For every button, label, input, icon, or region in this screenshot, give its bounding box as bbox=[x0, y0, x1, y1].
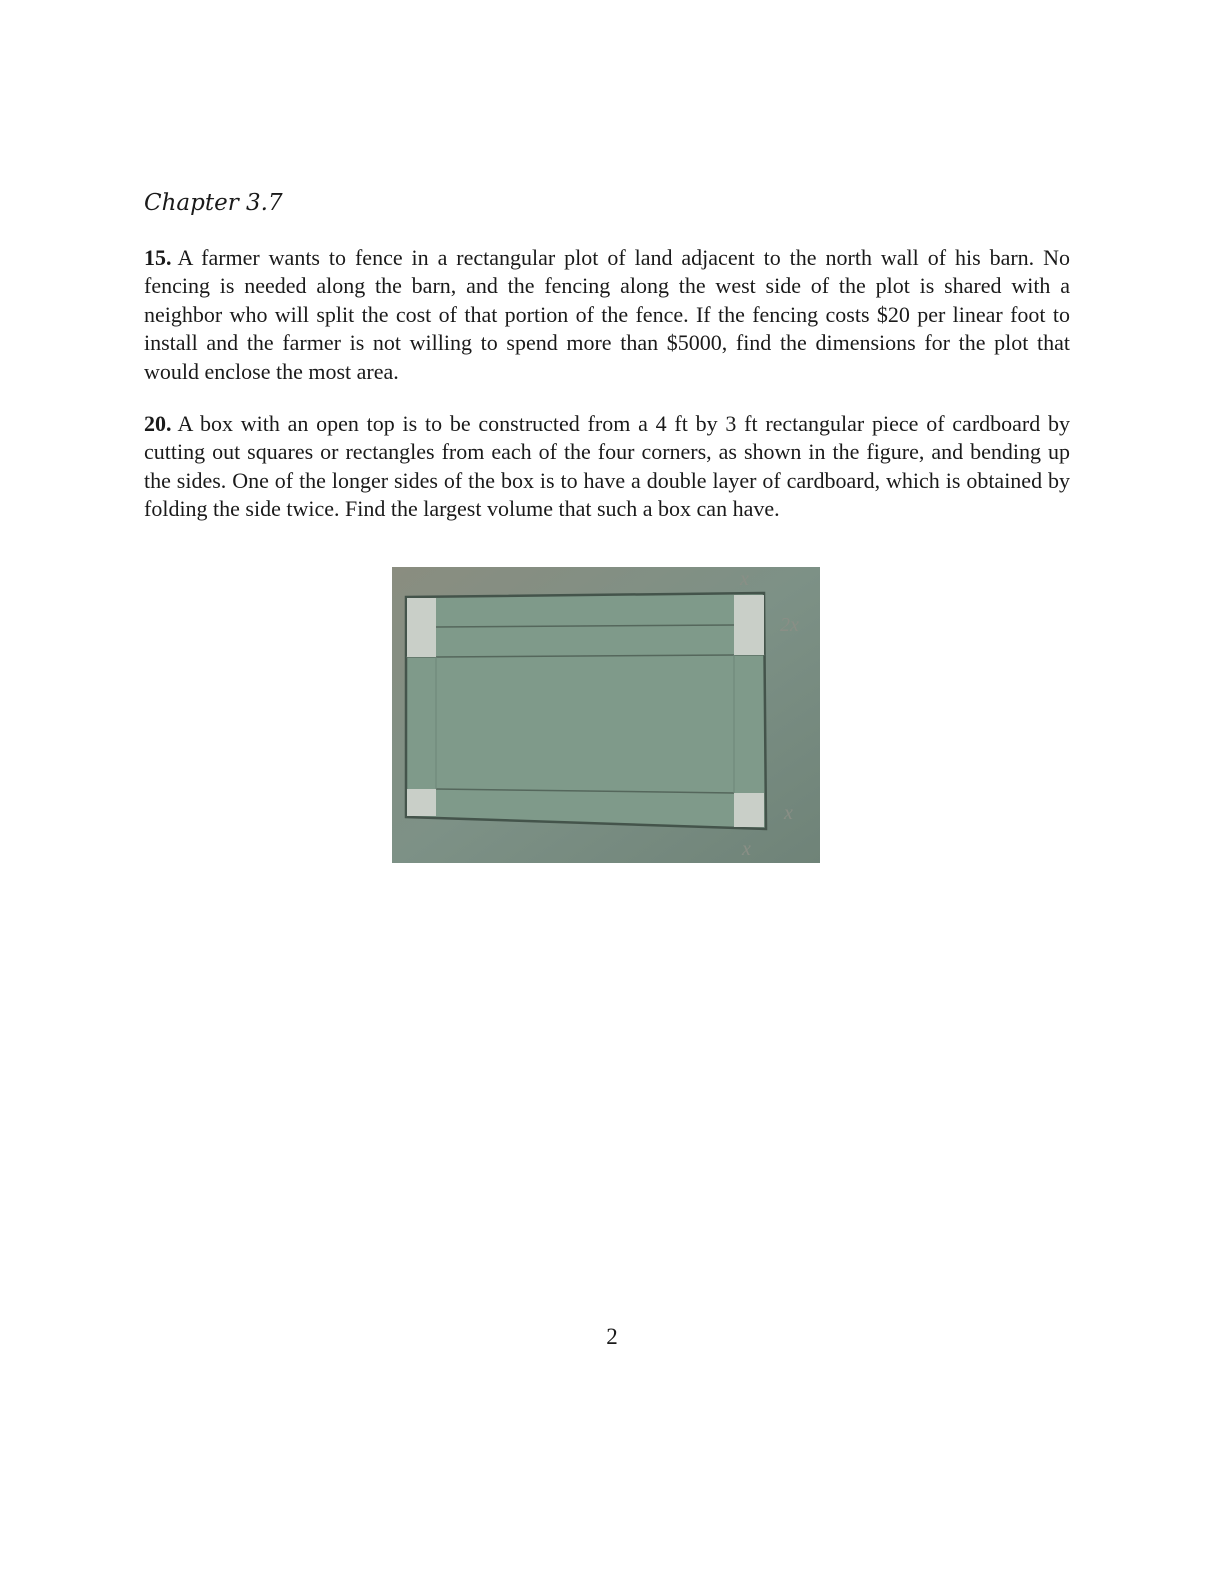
problem-text: A box with an open top is to be constructed from a 4 ft by 3 ft rectangular piece of cardboard by cutting out squares or rectangles from each of the four corners, as shown in the figure, and bending up the sides. One of the longer sides of the box is to have a double layer of cardboard, which is obtained by folding the side twice. Find the largest volume that such a box can have. bbox=[144, 411, 1070, 522]
label-right-x: x bbox=[784, 802, 793, 824]
cardboard-figure bbox=[392, 567, 820, 863]
cardboard-diagram bbox=[392, 567, 820, 863]
corner-cutout-bottom-right bbox=[734, 793, 764, 827]
cardboard-sheet bbox=[406, 593, 766, 829]
problem-text: A farmer wants to fence in a rectangular plot of land adjacent to the north wall of his barn. No fencing is needed along the barn, and the fencing along the west side of the plot is shared with a neighbor who will split the cost of that portion of the fence. If the fencing costs $20 per linear foot to install and the farmer is not willing to spend more than $5000, find the dimensions for the plot that would enclose the most area. bbox=[144, 245, 1070, 384]
corner-cutout-top-right bbox=[734, 595, 764, 655]
chapter-heading: Chapter 3.7 bbox=[144, 190, 283, 216]
corner-cutout-top-left bbox=[407, 598, 436, 657]
problem-number: 15. bbox=[144, 245, 172, 270]
problem-20 bbox=[144, 410, 1070, 524]
problem-15 bbox=[144, 244, 1070, 386]
label-right-2x: 2x bbox=[780, 614, 799, 636]
label-bottom-x: x bbox=[742, 838, 751, 860]
label-top-x: x bbox=[740, 568, 749, 590]
corner-cutout-bottom-left bbox=[407, 789, 436, 816]
page-number: 2 bbox=[606, 1324, 618, 1349]
problem-number: 20. bbox=[144, 411, 172, 436]
